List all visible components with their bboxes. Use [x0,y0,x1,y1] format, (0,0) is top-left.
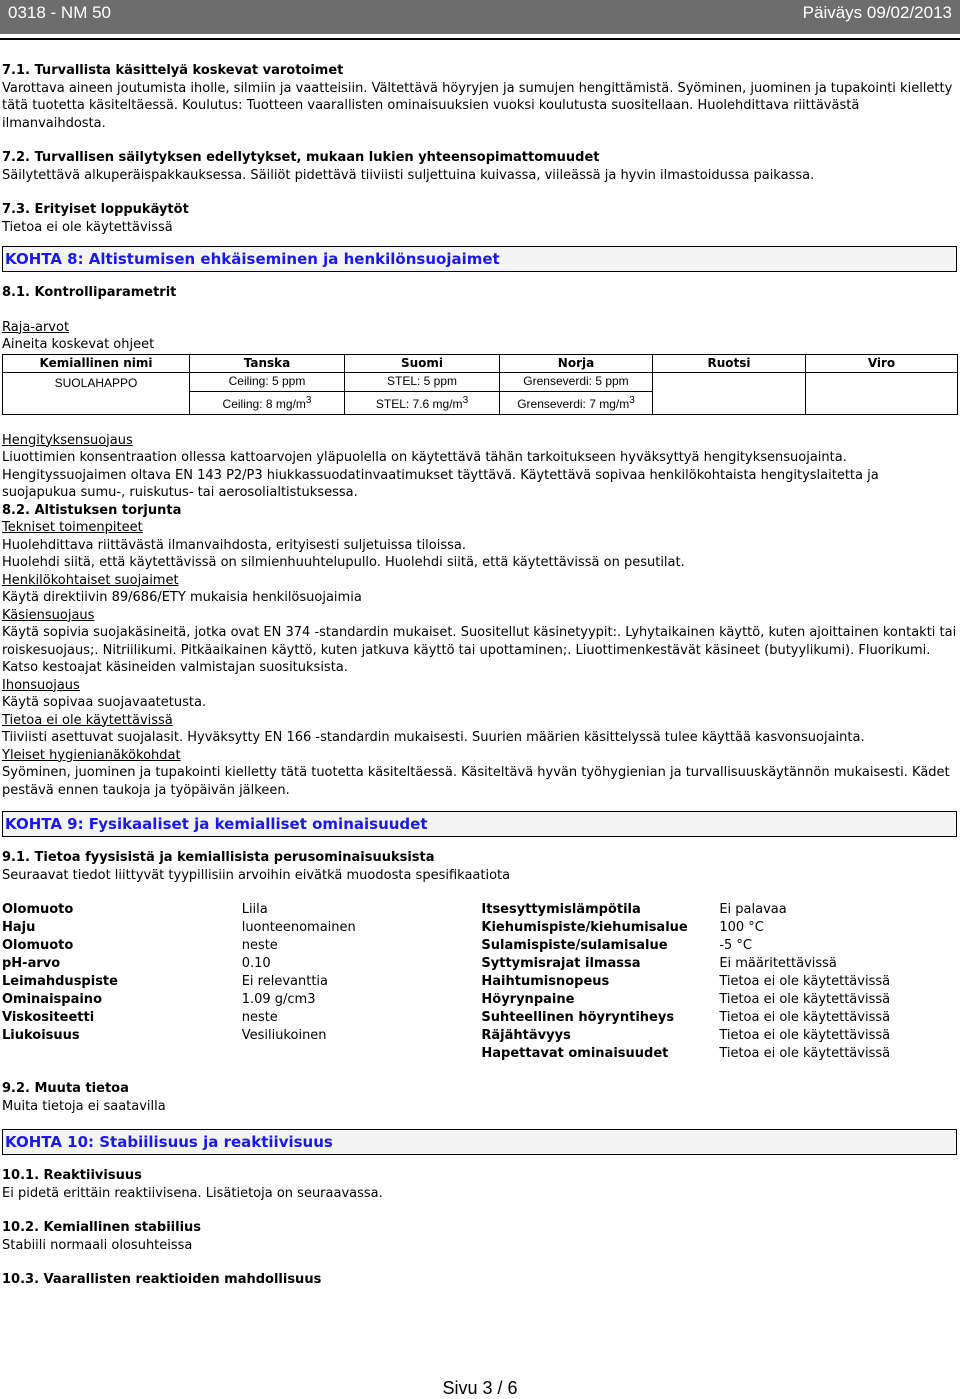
property-row [2,1027,957,1045]
section-7-3-title: 7.3. Erityiset loppukäytöt [2,202,189,217]
table-row [3,373,958,392]
henkilokohtaiset-label: Henkilökohtaiset suojaimet [2,572,179,588]
hygienia-text: Syöminen, juominen ja tupakointi kielletty tätä tuotetta käsiteltäessä. Käsiteltävä hyvän työhygienian ja turvallisuuskäytännön mukaisesti. Kädet pestävä ennen taukoja ja työpäivän jälkeen. [2,765,950,798]
hengityksensuojaus-text-1: Liuottimien konsentraation ollessa kattoarvojen yläpuolella on käytettävä tähän tarkoitukseen hyväksyttyä hengityksensuojainta. [2,450,847,465]
exposure-limits-table [2,354,958,415]
property-value: Ei relevanttia [241,974,328,989]
page-number: Sivu 3 / 6 [442,1378,518,1398]
property-label: Itsesyttymislämpötila [481,902,641,917]
section-8-banner: KOHTA 8: Altistumisen ehkäiseminen ja henkilönsuojaimet [2,246,957,272]
tekniset-label: Tekniset toimenpiteet [2,520,143,535]
section-8-2-title: 8.2. Altistuksen torjunta [2,502,182,518]
property-row [2,991,957,1009]
col-header: Viro [806,354,958,373]
hengityksensuojaus-text-2: Hengityssuojaimen oltava EN 143 P2/P3 hiukkassuodatinvaatimukset täyttävä. Käytettävä sopivaa henkilökohtaista hengityslaitetta ja suojapukua sumu-, ruiskutus- tai aerosolialtistuksessa. [2,467,879,500]
silmasuojaus-label: Tietoa ei ole käytettävissä [2,712,173,728]
section-7-1-title: 7.1. Turvallista käsittelyä koskevat varotoimet [2,63,344,78]
col-header: Tanska [190,354,345,373]
ruotsi-value [653,373,806,415]
property-label: Leimahduspiste [2,974,118,989]
property-label: Sulamispiste/sulamisalue [481,938,668,953]
section-10-3-title: 10.3. Vaarallisten reaktioiden mahdollisuus [2,1272,322,1287]
section-7-1-text: Varottava aineen joutumista iholle, silmiin ja vaatteisiin. Vältettävä höyryjen ja sumujen hengittämistä. Syöminen, juominen ja tupakointi kielletty tätä tuotetta käsiteltäessä. Koulutus: Tuotteen vaarallisten ominaisuuksien vuoksi koulutusta suositellaan. Huolehdittava riittävästä ilmanvaihdosta. [2,80,953,131]
tanska-value-2: Ceiling: 8 $mg/m^3$ [190,392,345,415]
document-id: 0318 - NM 50 [8,3,111,22]
aineita-label: Aineita koskevat ohjeet [2,337,155,352]
section-7-3-text: Tietoa ei ole käytettävissä [2,219,173,235]
section-9-2-text: Muita tietoja ei saatavilla [2,1098,166,1114]
section-10-2-text: Stabiili normaali olosuhteissa [2,1237,193,1253]
property-label: pH-arvo [2,956,61,971]
property-row [2,937,957,955]
property-label: Haihtumisnopeus [481,974,610,989]
property-value: Tietoa ei ole käytettävissä [719,1010,891,1025]
property-value: Tietoa ei ole käytettävissä [719,974,891,989]
section-10-1-title: 10.1. Reaktiivisuus [2,1168,142,1183]
col-header: Ruotsi [653,354,806,373]
property-value: neste [241,1010,278,1025]
ihonsuojaus-label: Ihonsuojaus [2,677,80,693]
property-label: Liukoisuus [2,1028,80,1043]
document-body [2,62,957,1289]
property-label [2,1045,242,1063]
property-row [2,901,957,919]
section-10-banner: KOHTA 10: Stabiilisuus ja reaktiivisuus [2,1129,957,1155]
silmasuojaus-text: Tiiviisti asettuvat suojalasit. Hyväksytty EN 166 -standardin mukaisesti. Suurien määrien käsittelyssä tulee käyttää kasvonsuojainta. [2,730,865,745]
property-value: Vesiliukoinen [241,1028,327,1043]
viro-value [806,373,958,415]
property-row [2,1045,957,1063]
col-header: Kemiallinen nimi [3,354,190,373]
property-label: Höyrynpaine [481,992,575,1007]
property-label: Kiehumispiste/kiehumisalue [481,920,688,935]
property-label: Ominaispaino [2,992,102,1007]
property-label: Hapettavat ominaisuudet [481,1046,669,1061]
property-value: Tietoa ei ole käytettävissä [719,992,891,1007]
hygienia-label: Yleiset hygienianäkökohdat [2,747,181,763]
section-9-banner: KOHTA 9: Fysikaaliset ja kemialliset ominaisuudet [2,811,957,837]
property-row [2,919,957,937]
substance-name: SUOLAHAPPO [3,373,190,415]
property-value: Ei palavaa [719,902,787,917]
property-label: Räjähtävyys [481,1028,571,1043]
kasiensuojaus-text: Käytä sopivia suojakäsineitä, jotka ovat EN 374 -standardin mukaiset. Suositellut käsinetyypit:. Lyhytaikainen käyttö, kuten ajoittainen kontakti tai roiskesuojaus;. Nitriilikumi. Pitkäaikainen käyttö, kuten jatkuva käyttö tai upottaminen;. Liuottimenkestävät käsineet (butyylikumi). Fluorikumi. Katso kestoajat käsineiden valmistajan suosituksista. [2,625,957,675]
property-label: Olomuoto [2,938,74,953]
property-value: 0.10 [241,956,271,971]
section-10-2-title: 10.2. Kemiallinen stabiilius [2,1220,202,1235]
property-row [2,955,957,973]
tekniset-text-1: Huolehdittava riittävästä ilmanvaihdosta, erityisesti suljetuissa tiloissa. [2,537,467,553]
suomi-value-1: STEL: 5 ppm [345,373,500,392]
header-divider [0,38,960,40]
kasiensuojaus-label: Käsiensuojaus [2,607,95,623]
suomi-value-2: STEL: 7.6 $mg/m^3$ [345,392,500,415]
tanska-value-1: Ceiling: 5 ppm [190,373,345,392]
tekniset-text-2: Huolehdi siitä, että käytettävissä on silmienhuuhtelupullo. Huolehdi siitä, että käytettävissä on pesutilat. [2,555,685,570]
property-value: 100 °C [719,920,764,935]
property-value [242,1045,482,1063]
col-header: Norja [500,354,653,373]
norja-value-2: Grenseverdi: 7 $mg/m^3$ [500,392,653,415]
henkilokohtaiset-text: Käytä direktiivin 89/686/ETY mukaisia henkilösuojaimia [2,590,362,605]
property-value: 1.09 g/cm3 [241,992,316,1007]
raja-arvot-label: Raja-arvot [2,319,70,335]
document-date: Päiväys 09/02/2013 [802,3,952,22]
property-value: neste [241,938,278,953]
hengityksensuojaus-label: Hengityksensuojaus [2,432,133,448]
property-label: Viskositeetti [2,1010,95,1025]
property-value: Ei määritettävissä [719,956,837,971]
property-label: Haju [2,920,36,935]
property-row [2,973,957,991]
section-7-2-text: Säilytettävä alkuperäispakkauksessa. Säiliöt pidettävä tiiviisti suljettuina kuivassa, viileässä ja hyvin ilmastoidussa paikassa. [2,167,815,183]
section-10-1-text: Ei pidetä erittäin reaktiivisena. Lisätietoja on seuraavassa. [2,1185,383,1201]
property-label: Olomuoto [2,902,74,917]
norja-value-1: Grenseverdi: 5 ppm [500,373,653,392]
property-label: Suhteellinen höyryntiheys [481,1010,675,1025]
property-value: luonteenomainen [241,920,356,935]
section-7-2-title: 7.2. Turvallisen säilytyksen edellytykset, mukaan lukien yhteensopimattomuudet [2,150,600,165]
property-value: Liila [241,902,268,917]
property-row [2,1009,957,1027]
section-9-1-text: Seuraavat tiedot liittyvät tyypillisiin arvoihin eivätkä muodosta spesifikaatiota [2,867,511,883]
ihonsuojaus-text: Käytä sopivaa suojavaatetusta. [2,695,207,710]
properties-table [2,901,957,1063]
property-label: Syttymisrajat ilmassa [481,956,641,971]
col-header: Suomi [345,354,500,373]
page-header [0,0,960,34]
property-value: -5 °C [719,938,752,953]
property-value: Tietoa ei ole käytettävissä [719,1028,891,1043]
section-9-1-title: 9.1. Tietoa fyysisistä ja kemiallisista perusominaisuuksista [2,850,435,865]
section-8-1-title: 8.1. Kontrolliparametrit [2,285,177,300]
property-value: Tietoa ei ole käytettävissä [719,1046,891,1061]
table-header-row [3,354,958,373]
section-9-2-title: 9.2. Muuta tietoa [2,1081,129,1096]
